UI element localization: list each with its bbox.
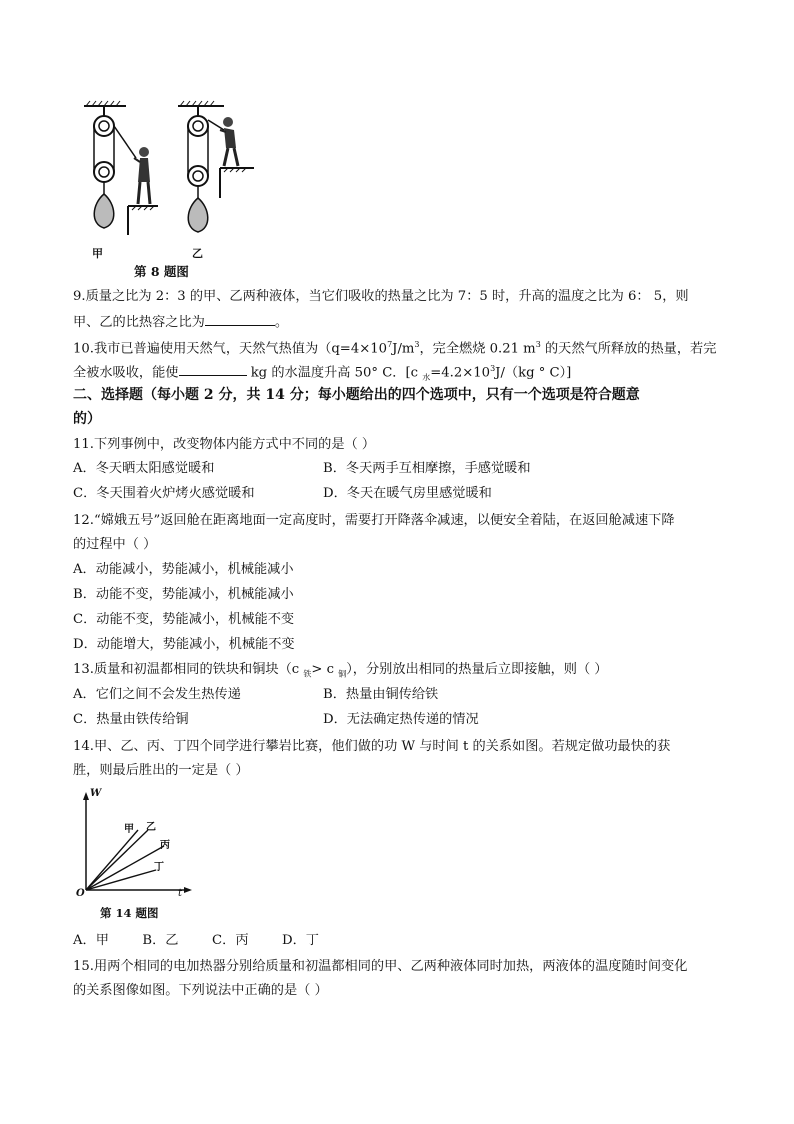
fig14-caption: 第 14 题图 xyxy=(100,906,159,920)
figure-8 xyxy=(78,100,258,270)
q13-sub: 铜 xyxy=(338,669,347,679)
q14-line2: 胜，则最后胜出的一定是（ ） xyxy=(73,763,249,778)
q13-stem xyxy=(73,661,608,684)
q9-line1: 9.质量之比为 2：3 的甲、乙两种液体，当它们吸收的热量之比为 7：5 时，升高的温度之比为 6： 5，则 xyxy=(73,289,689,304)
q13-option-b: B．热量由铜传给铁 xyxy=(323,687,439,702)
q13-option-a: A．它们之间不会发生热传递 xyxy=(73,687,241,702)
fig14-label-jia: 甲 xyxy=(124,824,134,835)
q13-text: > c xyxy=(311,662,339,677)
q10-line2 xyxy=(73,360,571,387)
q12-option-b: B．动能不变，势能减小，机械能减小 xyxy=(73,587,294,602)
fig8-caption: 第 8 题图 xyxy=(134,264,189,279)
section-2-heading: 二、选择题（每小题 2 分，共 14 分；每小题给出的四个选项中，只有一个选项是符合题意 xyxy=(73,387,640,403)
q11-option-a: A．冬天晒太阳感觉暖和 xyxy=(73,461,215,476)
q12-option-a: A．动能减小，势能减小，机械能减小 xyxy=(73,562,294,577)
fig14-y-axis-label: W xyxy=(90,788,102,799)
q11-option-b: B．冬天两手互相摩擦，手感觉暖和 xyxy=(323,461,531,476)
q10-text: 10.我市已普遍使用天然气，天然气热值为（q=4×10 xyxy=(73,341,388,357)
fig14-label-yi: 乙 xyxy=(146,822,156,833)
q10-text: J/m xyxy=(392,341,415,357)
fig14-origin-label: O xyxy=(76,888,85,899)
q11-stem: 11.下列事例中，改变物体内能方式中不同的是（ ） xyxy=(73,437,376,452)
line-jia xyxy=(86,830,138,890)
q12-option-c: C．动能不变，势能减小，机械能不变 xyxy=(73,612,295,627)
q9-line2-post: 。 xyxy=(274,315,289,330)
q12-option-d: D．动能增大，势能减小，机械能不变 xyxy=(73,637,295,652)
q10-text: ，完全燃烧 0.21 m xyxy=(419,341,536,357)
q10-line1 xyxy=(73,336,716,358)
q9-line2-pre: 甲、乙的比热容之比为 xyxy=(73,315,205,330)
fig14-x-axis-label: t xyxy=(178,888,183,899)
section-2-heading-cont: 的） xyxy=(73,411,101,427)
work-time-graph xyxy=(74,790,194,902)
figure-14 xyxy=(74,790,194,920)
q14-line1: 14.甲、乙、丙、丁四个同学进行攀岩比赛，他们做的功 W 与时间 t 的关系如图。若规定做功最快的获 xyxy=(73,739,671,754)
q11-option-c: C．冬天围着火炉烤火感觉暖和 xyxy=(73,486,255,501)
q13-text: 13.质量和初温都相同的铁块和铜块（c xyxy=(73,662,304,677)
q11-option-d: D．冬天在暖气房里感觉暖和 xyxy=(323,486,492,501)
q10-text: kg 的水温度升高 50° C．[c xyxy=(246,365,423,381)
q10-answer-blank xyxy=(179,362,247,376)
q10-sup: 3 xyxy=(535,340,541,349)
q10-text: 的天然气所释放的热量，若完 xyxy=(540,341,717,357)
fig8-label-a: 甲 xyxy=(92,247,103,260)
fig14-label-bing: 丙 xyxy=(160,840,170,851)
q10-sub: 水 xyxy=(422,373,431,383)
q14-options: A．甲 B．乙 C．丙 D．丁 xyxy=(73,933,319,948)
q9-answer-blank xyxy=(205,312,275,326)
fig14-label-ding: 丁 xyxy=(154,862,164,873)
q10-sup: 3 xyxy=(490,364,496,373)
q9-line2 xyxy=(73,312,288,332)
q15-line1: 15.用两个相同的电加热器分别给质量和初温都相同的甲、乙两种液体同时加热，两液体的温度随时间变化 xyxy=(73,959,688,974)
q13-sub: 铁 xyxy=(303,669,312,679)
q15-line2: 的关系图像如图。下列说法中正确的是（ ） xyxy=(73,983,328,998)
q10-text: =4.2×10 xyxy=(430,365,491,381)
q10-text: 全被水吸收，能使 xyxy=(73,365,179,381)
q12-line2: 的过程中（ ） xyxy=(73,537,157,552)
pulley-diagram xyxy=(78,100,258,250)
q10-text: J/（kg ° C）] xyxy=(495,365,572,381)
q13-option-d: D．无法确定热传递的情况 xyxy=(323,712,479,727)
q13-text: ），分别放出相同的热量后立即接触，则（ ） xyxy=(346,662,608,677)
q13-option-c: C．热量由铁传给铜 xyxy=(73,712,189,727)
q12-line1: 12.“嫦娥五号”返回舱在距离地面一定高度时，需要打开降落伞减速，以便安全着陆，在返回舱减速下降 xyxy=(73,513,675,528)
q10-sup: 3 xyxy=(414,340,420,349)
fig8-label-b: 乙 xyxy=(192,247,203,260)
q10-sup: 7 xyxy=(387,340,393,349)
